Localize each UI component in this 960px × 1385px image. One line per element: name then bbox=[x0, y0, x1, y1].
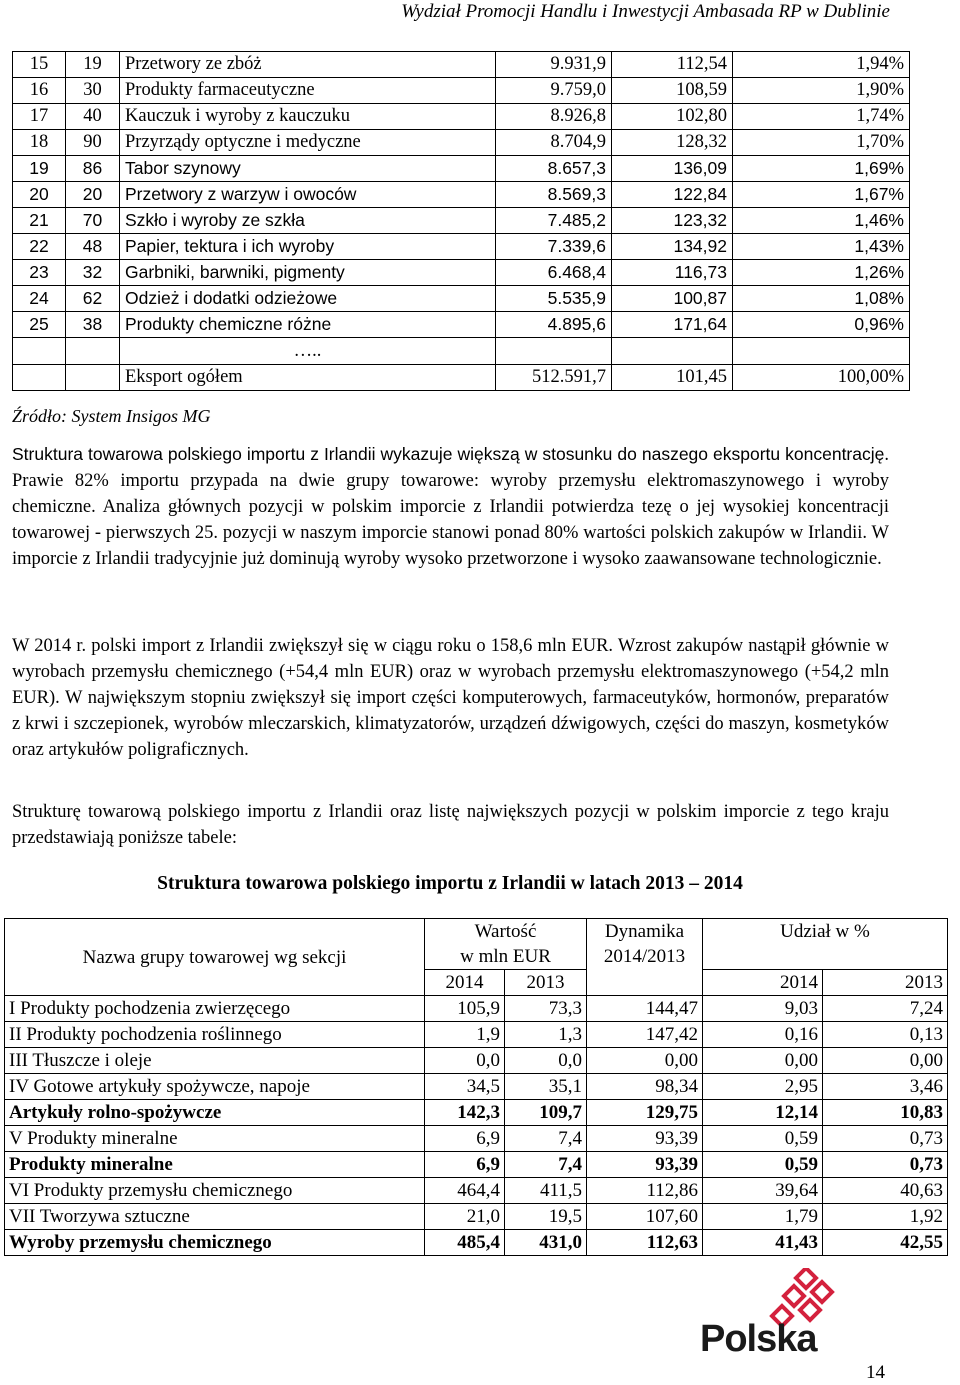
cell-code: 20 bbox=[66, 182, 120, 208]
export-table-row bbox=[13, 156, 910, 182]
export-table-row bbox=[13, 182, 910, 208]
cell-share: 1,08% bbox=[733, 286, 910, 312]
cell-name: I Produkty pochodzenia zwierzęcego bbox=[5, 996, 425, 1022]
import-table-row bbox=[5, 1126, 948, 1152]
cell-v2013: 411,5 bbox=[505, 1178, 587, 1204]
export-table-row bbox=[13, 78, 910, 104]
cell-empty bbox=[496, 338, 612, 365]
cell-dyn: 134,92 bbox=[612, 234, 733, 260]
cell-total: 512.591,7 bbox=[496, 365, 612, 391]
cell-s2014: 1,79 bbox=[703, 1204, 823, 1230]
cell-v2014: 6,9 bbox=[425, 1152, 505, 1178]
cell-code: 40 bbox=[66, 104, 120, 130]
header-share-2013: 2013 bbox=[823, 970, 948, 996]
cell-dyn: 93,39 bbox=[587, 1152, 703, 1178]
import-structure-table bbox=[4, 918, 948, 1256]
cell-share: 1,94% bbox=[733, 52, 910, 78]
cell-dyn: 144,47 bbox=[587, 996, 703, 1022]
cell-dyn: 122,84 bbox=[612, 182, 733, 208]
export-table-row bbox=[13, 260, 910, 286]
cell-code: 62 bbox=[66, 286, 120, 312]
cell-s2013: 3,46 bbox=[823, 1074, 948, 1100]
header-year-2014: 2014 bbox=[425, 970, 505, 996]
page-header: Wydział Promocji Handlu i Inwestycji Ambasada RP w Dublinie bbox=[401, 1, 890, 22]
cell-v2013: 0,0 bbox=[505, 1048, 587, 1074]
export-table-total-row bbox=[13, 365, 910, 391]
export-table bbox=[12, 51, 910, 391]
cell-name: Kauczuk i wyroby z kauczuku bbox=[120, 104, 496, 130]
cell-share: 1,67% bbox=[733, 182, 910, 208]
cell-v2013: 7,4 bbox=[505, 1126, 587, 1152]
import-table-row bbox=[5, 1178, 948, 1204]
cell-s2014: 12,14 bbox=[703, 1100, 823, 1126]
cell-code: 32 bbox=[66, 260, 120, 286]
cell-empty bbox=[612, 338, 733, 365]
cell-code: 48 bbox=[66, 234, 120, 260]
export-table-row bbox=[13, 52, 910, 78]
cell-dyn: 147,42 bbox=[587, 1022, 703, 1048]
cell-dyn: 116,73 bbox=[612, 260, 733, 286]
cell-name: V Produkty mineralne bbox=[5, 1126, 425, 1152]
cell-value: 9.931,9 bbox=[496, 52, 612, 78]
cell-value: 7.339,6 bbox=[496, 234, 612, 260]
cell-dyn: 102,80 bbox=[612, 104, 733, 130]
import-table-row bbox=[5, 1022, 948, 1048]
cell-s2013: 0,73 bbox=[823, 1152, 948, 1178]
cell-name: Przyrządy optyczne i medyczne bbox=[120, 130, 496, 156]
import-table-row bbox=[5, 1048, 948, 1074]
cell-s2013: 10,83 bbox=[823, 1100, 948, 1126]
cell-share: 1,74% bbox=[733, 104, 910, 130]
cell-v2013: 109,7 bbox=[505, 1100, 587, 1126]
cell-dyn: 112,86 bbox=[587, 1178, 703, 1204]
cell-rank: 16 bbox=[13, 78, 66, 104]
cell-v2014: 21,0 bbox=[425, 1204, 505, 1230]
cell-empty bbox=[13, 338, 66, 365]
source-note: Źródło: System Insigos MG bbox=[12, 406, 211, 426]
export-table-row bbox=[13, 208, 910, 234]
cell-share: 1,90% bbox=[733, 78, 910, 104]
cell-code: 70 bbox=[66, 208, 120, 234]
cell-dyn: 0,00 bbox=[587, 1048, 703, 1074]
cell-code: 30 bbox=[66, 78, 120, 104]
cell-dyn: 128,32 bbox=[612, 130, 733, 156]
header-dynamics: Dynamika 2014/2013 bbox=[587, 919, 703, 996]
cell-s2013: 40,63 bbox=[823, 1178, 948, 1204]
cell-v2014: 1,9 bbox=[425, 1022, 505, 1048]
cell-rank: 24 bbox=[13, 286, 66, 312]
cell-s2014: 41,43 bbox=[703, 1230, 823, 1256]
cell-v2014: 464,4 bbox=[425, 1178, 505, 1204]
cell-share: 1,69% bbox=[733, 156, 910, 182]
cell-name: Przetwory z warzyw i owoców bbox=[120, 182, 496, 208]
cell-rank: 18 bbox=[13, 130, 66, 156]
cell-rank: 21 bbox=[13, 208, 66, 234]
cell-v2013: 35,1 bbox=[505, 1074, 587, 1100]
cell-ellipsis: ….. bbox=[120, 338, 496, 365]
import-table-summary-row bbox=[5, 1152, 948, 1178]
cell-dyn: 123,32 bbox=[612, 208, 733, 234]
cell-s2013: 0,00 bbox=[823, 1048, 948, 1074]
cell-dyn: 171,64 bbox=[612, 312, 733, 338]
cell-rank: 23 bbox=[13, 260, 66, 286]
cell-code: 86 bbox=[66, 156, 120, 182]
cell-dyn: 112,54 bbox=[612, 52, 733, 78]
cell-name: Szkło i wyroby ze szkła bbox=[120, 208, 496, 234]
cell-dyn: 136,09 bbox=[612, 156, 733, 182]
export-table-ellipsis-row bbox=[13, 338, 910, 365]
cell-name: IV Gotowe artykuły spożywcze, napoje bbox=[5, 1074, 425, 1100]
cell-value: 5.535,9 bbox=[496, 286, 612, 312]
cell-total: Eksport ogółem bbox=[120, 365, 496, 391]
cell-dyn: 98,34 bbox=[587, 1074, 703, 1100]
cell-dyn: 93,39 bbox=[587, 1126, 703, 1152]
cell-empty bbox=[66, 338, 120, 365]
export-table-row bbox=[13, 104, 910, 130]
cell-value: 9.759,0 bbox=[496, 78, 612, 104]
import-table-summary-row bbox=[5, 1230, 948, 1256]
cell-v2014: 0,0 bbox=[425, 1048, 505, 1074]
page-number: 14 bbox=[866, 1362, 885, 1383]
cell-v2014: 6,9 bbox=[425, 1126, 505, 1152]
import-table-row bbox=[5, 1074, 948, 1100]
cell-rank: 25 bbox=[13, 312, 66, 338]
cell-value: 8.657,3 bbox=[496, 156, 612, 182]
cell-s2013: 7,24 bbox=[823, 996, 948, 1022]
cell-s2013: 1,92 bbox=[823, 1204, 948, 1230]
paragraph-intro-tables: Strukturę towarową polskiego importu z Irlandii oraz listę największych pozycji w polskim imporcie z tego kraju przedstawiają poniższe tabele: bbox=[12, 802, 889, 848]
cell-v2013: 19,5 bbox=[505, 1204, 587, 1230]
cell-name: Tabor szynowy bbox=[120, 156, 496, 182]
cell-name: Odzież i dodatki odzieżowe bbox=[120, 286, 496, 312]
cell-name: Papier, tektura i ich wyroby bbox=[120, 234, 496, 260]
cell-s2014: 0,00 bbox=[703, 1048, 823, 1074]
cell-s2014: 39,64 bbox=[703, 1178, 823, 1204]
import-table-header-row bbox=[5, 919, 948, 970]
cell-dyn: 108,59 bbox=[612, 78, 733, 104]
header-share: Udział w % bbox=[703, 919, 948, 970]
import-table-title: Struktura towarowa polskiego importu z Irlandii w latach 2013 – 2014 bbox=[157, 873, 743, 894]
header-year-2013: 2013 bbox=[505, 970, 587, 996]
cell-dyn: 112,63 bbox=[587, 1230, 703, 1256]
cell-v2013: 1,3 bbox=[505, 1022, 587, 1048]
cell-dyn: 129,75 bbox=[587, 1100, 703, 1126]
cell-rank: 15 bbox=[13, 52, 66, 78]
export-table-row bbox=[13, 286, 910, 312]
cell-rank: 22 bbox=[13, 234, 66, 260]
cell-v2013: 73,3 bbox=[505, 996, 587, 1022]
cell-code: 19 bbox=[66, 52, 120, 78]
cell-empty bbox=[66, 365, 120, 391]
cell-total: 100,00% bbox=[733, 365, 910, 391]
export-table-row bbox=[13, 130, 910, 156]
cell-v2014: 485,4 bbox=[425, 1230, 505, 1256]
cell-name: Wyroby przemysłu chemicznego bbox=[5, 1230, 425, 1256]
cell-s2013: 0,73 bbox=[823, 1126, 948, 1152]
export-table-row bbox=[13, 234, 910, 260]
cell-dyn: 107,60 bbox=[587, 1204, 703, 1230]
header-value: Wartość w mln EUR bbox=[425, 919, 587, 970]
import-table-row bbox=[5, 1204, 948, 1230]
header-group-name: Nazwa grupy towarowej wg sekcji bbox=[5, 919, 425, 996]
export-table-row bbox=[13, 312, 910, 338]
cell-name: VII Tworzywa sztuczne bbox=[5, 1204, 425, 1230]
cell-s2014: 9,03 bbox=[703, 996, 823, 1022]
cell-s2013: 42,55 bbox=[823, 1230, 948, 1256]
cell-v2014: 105,9 bbox=[425, 996, 505, 1022]
cell-name: II Produkty pochodzenia roślinnego bbox=[5, 1022, 425, 1048]
cell-s2014: 0,16 bbox=[703, 1022, 823, 1048]
cell-total: 101,45 bbox=[612, 365, 733, 391]
logo-wordmark: Polska bbox=[700, 1318, 817, 1360]
cell-name: III Tłuszcze i oleje bbox=[5, 1048, 425, 1074]
import-table-summary-row bbox=[5, 1100, 948, 1126]
cell-value: 4.895,6 bbox=[496, 312, 612, 338]
header-share-2014: 2014 bbox=[703, 970, 823, 996]
import-table-row bbox=[5, 996, 948, 1022]
cell-s2014: 2,95 bbox=[703, 1074, 823, 1100]
cell-empty bbox=[733, 338, 910, 365]
cell-value: 6.468,4 bbox=[496, 260, 612, 286]
cell-value: 8.704,9 bbox=[496, 130, 612, 156]
paragraph-import-growth: W 2014 r. polski import z Irlandii zwiększył się w ciągu roku o 158,6 mln EUR. Wzrost zakupów nastąpił głównie w wyrobach przemysłu chemicznego (+54,4 mln EUR) oraz w wyrobach przemysłu elektromaszynowego (+54,2 mln EUR). W największym stopniu zwiększył się import części komputerowych, farmaceutyków, hormonów, preparatów z krwi i szczepionek, wyrobów mleczarskich, klimatyzatorów, urządzeń dźwigowych, części do maszyn, kosmetyków oraz artykułów poligraficznych. bbox=[12, 636, 889, 760]
cell-share: 1,70% bbox=[733, 130, 910, 156]
cell-name: Garbniki, barwniki, pigmenty bbox=[120, 260, 496, 286]
cell-name: Produkty chemiczne różne bbox=[120, 312, 496, 338]
cell-rank: 19 bbox=[13, 156, 66, 182]
cell-value: 8.569,3 bbox=[496, 182, 612, 208]
cell-v2014: 142,3 bbox=[425, 1100, 505, 1126]
cell-name: Przetwory ze zbóż bbox=[120, 52, 496, 78]
paragraph-structure: Struktura towarowa polskiego importu z Irlandii wykazuje większą w stosunku do naszego eksportu koncentrację. Prawie 82% importu przypada na dwie grupy towarowe: wyroby przemysłu elektromaszynowego i wyroby chemiczne. Analiza głównych pozycji w polskim imporcie z Irlandii potwierdza tezę o jej wysokiej koncentracji towarowej - pierwszych 25. pozycji w naszym imporcie stanowi ponad 80% wartości polskich zakupów w Irlandii. W imporcie z Irlandii tradycyjnie już dominują wyroby wysoko przetworzone i wysoko zaawansowane technologicznie. bbox=[12, 444, 889, 569]
cell-v2013: 7,4 bbox=[505, 1152, 587, 1178]
cell-v2013: 431,0 bbox=[505, 1230, 587, 1256]
cell-rank: 17 bbox=[13, 104, 66, 130]
cell-dyn: 100,87 bbox=[612, 286, 733, 312]
cell-value: 8.926,8 bbox=[496, 104, 612, 130]
cell-s2013: 0,13 bbox=[823, 1022, 948, 1048]
cell-share: 1,43% bbox=[733, 234, 910, 260]
cell-code: 90 bbox=[66, 130, 120, 156]
cell-s2014: 0,59 bbox=[703, 1126, 823, 1152]
cell-name: Artykuły rolno-spożywcze bbox=[5, 1100, 425, 1126]
cell-name: Produkty farmaceutyczne bbox=[120, 78, 496, 104]
cell-share: 1,46% bbox=[733, 208, 910, 234]
cell-empty bbox=[13, 365, 66, 391]
cell-name: VI Produkty przemysłu chemicznego bbox=[5, 1178, 425, 1204]
cell-v2014: 34,5 bbox=[425, 1074, 505, 1100]
cell-share: 1,26% bbox=[733, 260, 910, 286]
cell-rank: 20 bbox=[13, 182, 66, 208]
cell-share: 0,96% bbox=[733, 312, 910, 338]
cell-s2014: 0,59 bbox=[703, 1152, 823, 1178]
cell-value: 7.485,2 bbox=[496, 208, 612, 234]
cell-code: 38 bbox=[66, 312, 120, 338]
cell-name: Produkty mineralne bbox=[5, 1152, 425, 1178]
